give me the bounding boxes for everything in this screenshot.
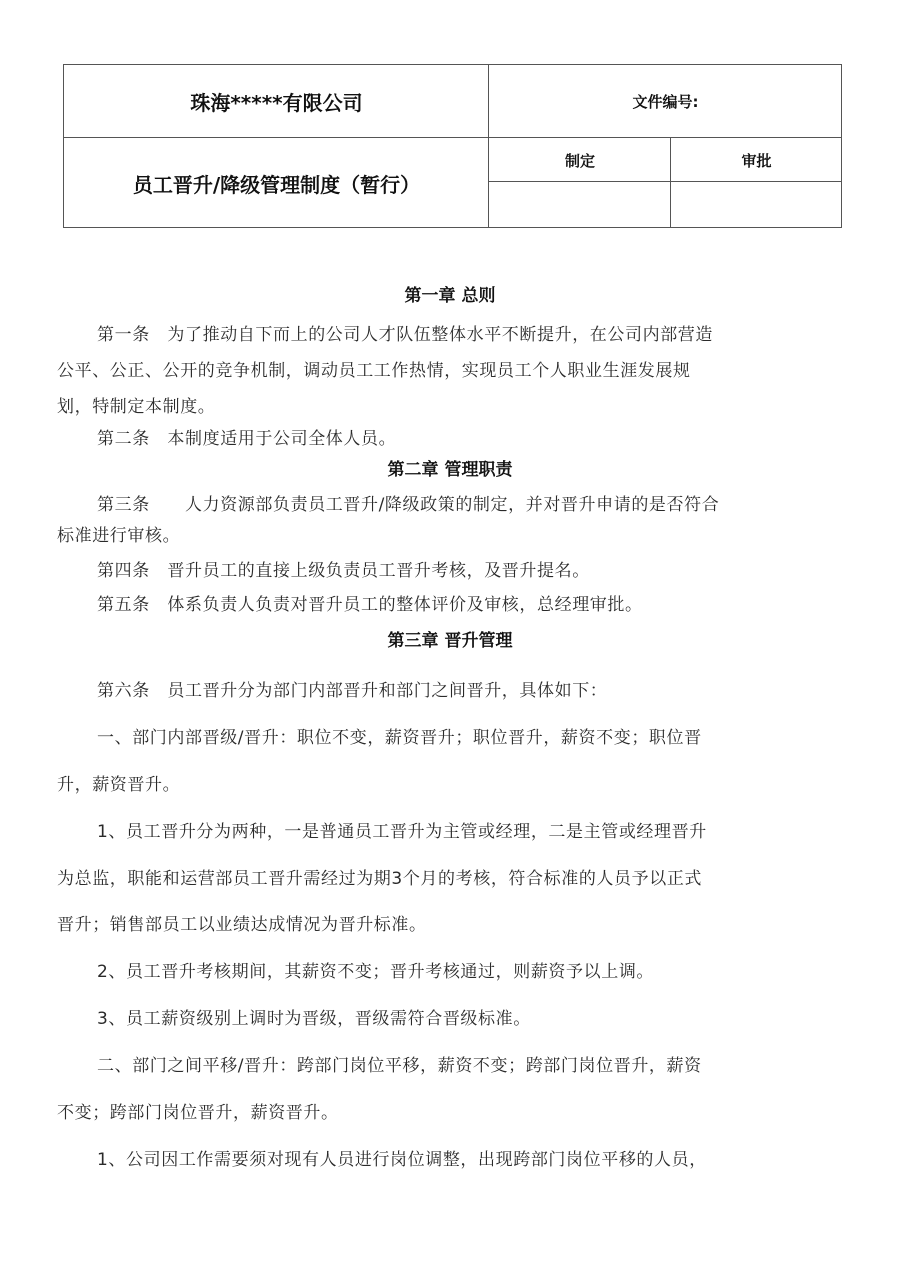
article-line: 第二条 本制度适用于公司全体人员。 <box>97 429 397 449</box>
article-line: 第三条 人力资源部负责员工晋升/降级政策的制定，并对晋升申请的是否符合 <box>97 495 720 515</box>
article-line: 标准进行审核。 <box>57 526 181 546</box>
article-line: 第五条 体系负责人负责对晋升员工的整体评价及审核，总经理审批。 <box>97 595 643 615</box>
table-divider <box>488 65 489 228</box>
made-by-value <box>489 182 671 228</box>
chapter-heading: 第三章 晋升管理 <box>387 631 513 651</box>
table-divider <box>64 137 842 138</box>
article-line: 1、公司因工作需要须对现有人员进行岗位调整，出现跨部门岗位平移的人员， <box>97 1150 707 1170</box>
approved-by-value <box>671 182 842 228</box>
file-number-label: 文件编号: <box>632 93 699 111</box>
article-line: 为总监，职能和运营部员工晋升需经过为期3个月的考核，符合标准的人员予以正式 <box>57 869 703 889</box>
article-line: 升，薪资晋升。 <box>57 775 181 795</box>
made-by-label: 制定 <box>564 151 595 170</box>
article-line: 2、员工晋升考核期间，其薪资不变；晋升考核通过，则薪资予以上调。 <box>97 962 655 982</box>
article-line: 1、员工晋升分为两种，一是普通员工晋升为主管或经理，二是主管或经理晋升 <box>97 822 707 842</box>
article-line: 划，特制定本制度。 <box>57 397 216 417</box>
article-line: 一、部门内部晋级/晋升：职位不变，薪资晋升；职位晋升，薪资不变；职位晋 <box>97 728 702 748</box>
table-divider <box>670 137 671 228</box>
article-line: 公平、公正、公开的竞争机制，调动员工工作热情，实现员工个人职业生涯发展规 <box>57 361 691 381</box>
article-line: 二、部门之间平移/晋升：跨部门岗位平移，薪资不变；跨部门岗位晋升，薪资 <box>97 1056 702 1076</box>
company-name: 珠海*****有限公司 <box>190 91 363 115</box>
article-line: 不变；跨部门岗位晋升，薪资晋升。 <box>57 1103 339 1123</box>
chapter-heading: 第一章 总则 <box>404 286 496 306</box>
article-line: 第四条 晋升员工的直接上级负责员工晋升考核，及晋升提名。 <box>97 561 590 581</box>
table-divider <box>488 181 842 182</box>
article-line: 第一条 为了推动自下而上的公司人才队伍整体水平不断提升，在公司内部营造 <box>97 325 713 345</box>
header-table <box>63 64 842 228</box>
document-title: 员工晋升/降级管理制度（暂行） <box>132 172 421 197</box>
chapter-heading: 第二章 管理职责 <box>387 460 513 480</box>
article-line: 晋升；销售部员工以业绩达成情况为晋升标准。 <box>57 915 427 935</box>
approved-by-label: 审批 <box>741 151 772 170</box>
article-line: 第六条 员工晋升分为部门内部晋升和部门之间晋升，具体如下： <box>97 681 608 701</box>
article-line: 3、员工薪资级别上调时为晋级，晋级需符合晋级标准。 <box>97 1009 531 1029</box>
